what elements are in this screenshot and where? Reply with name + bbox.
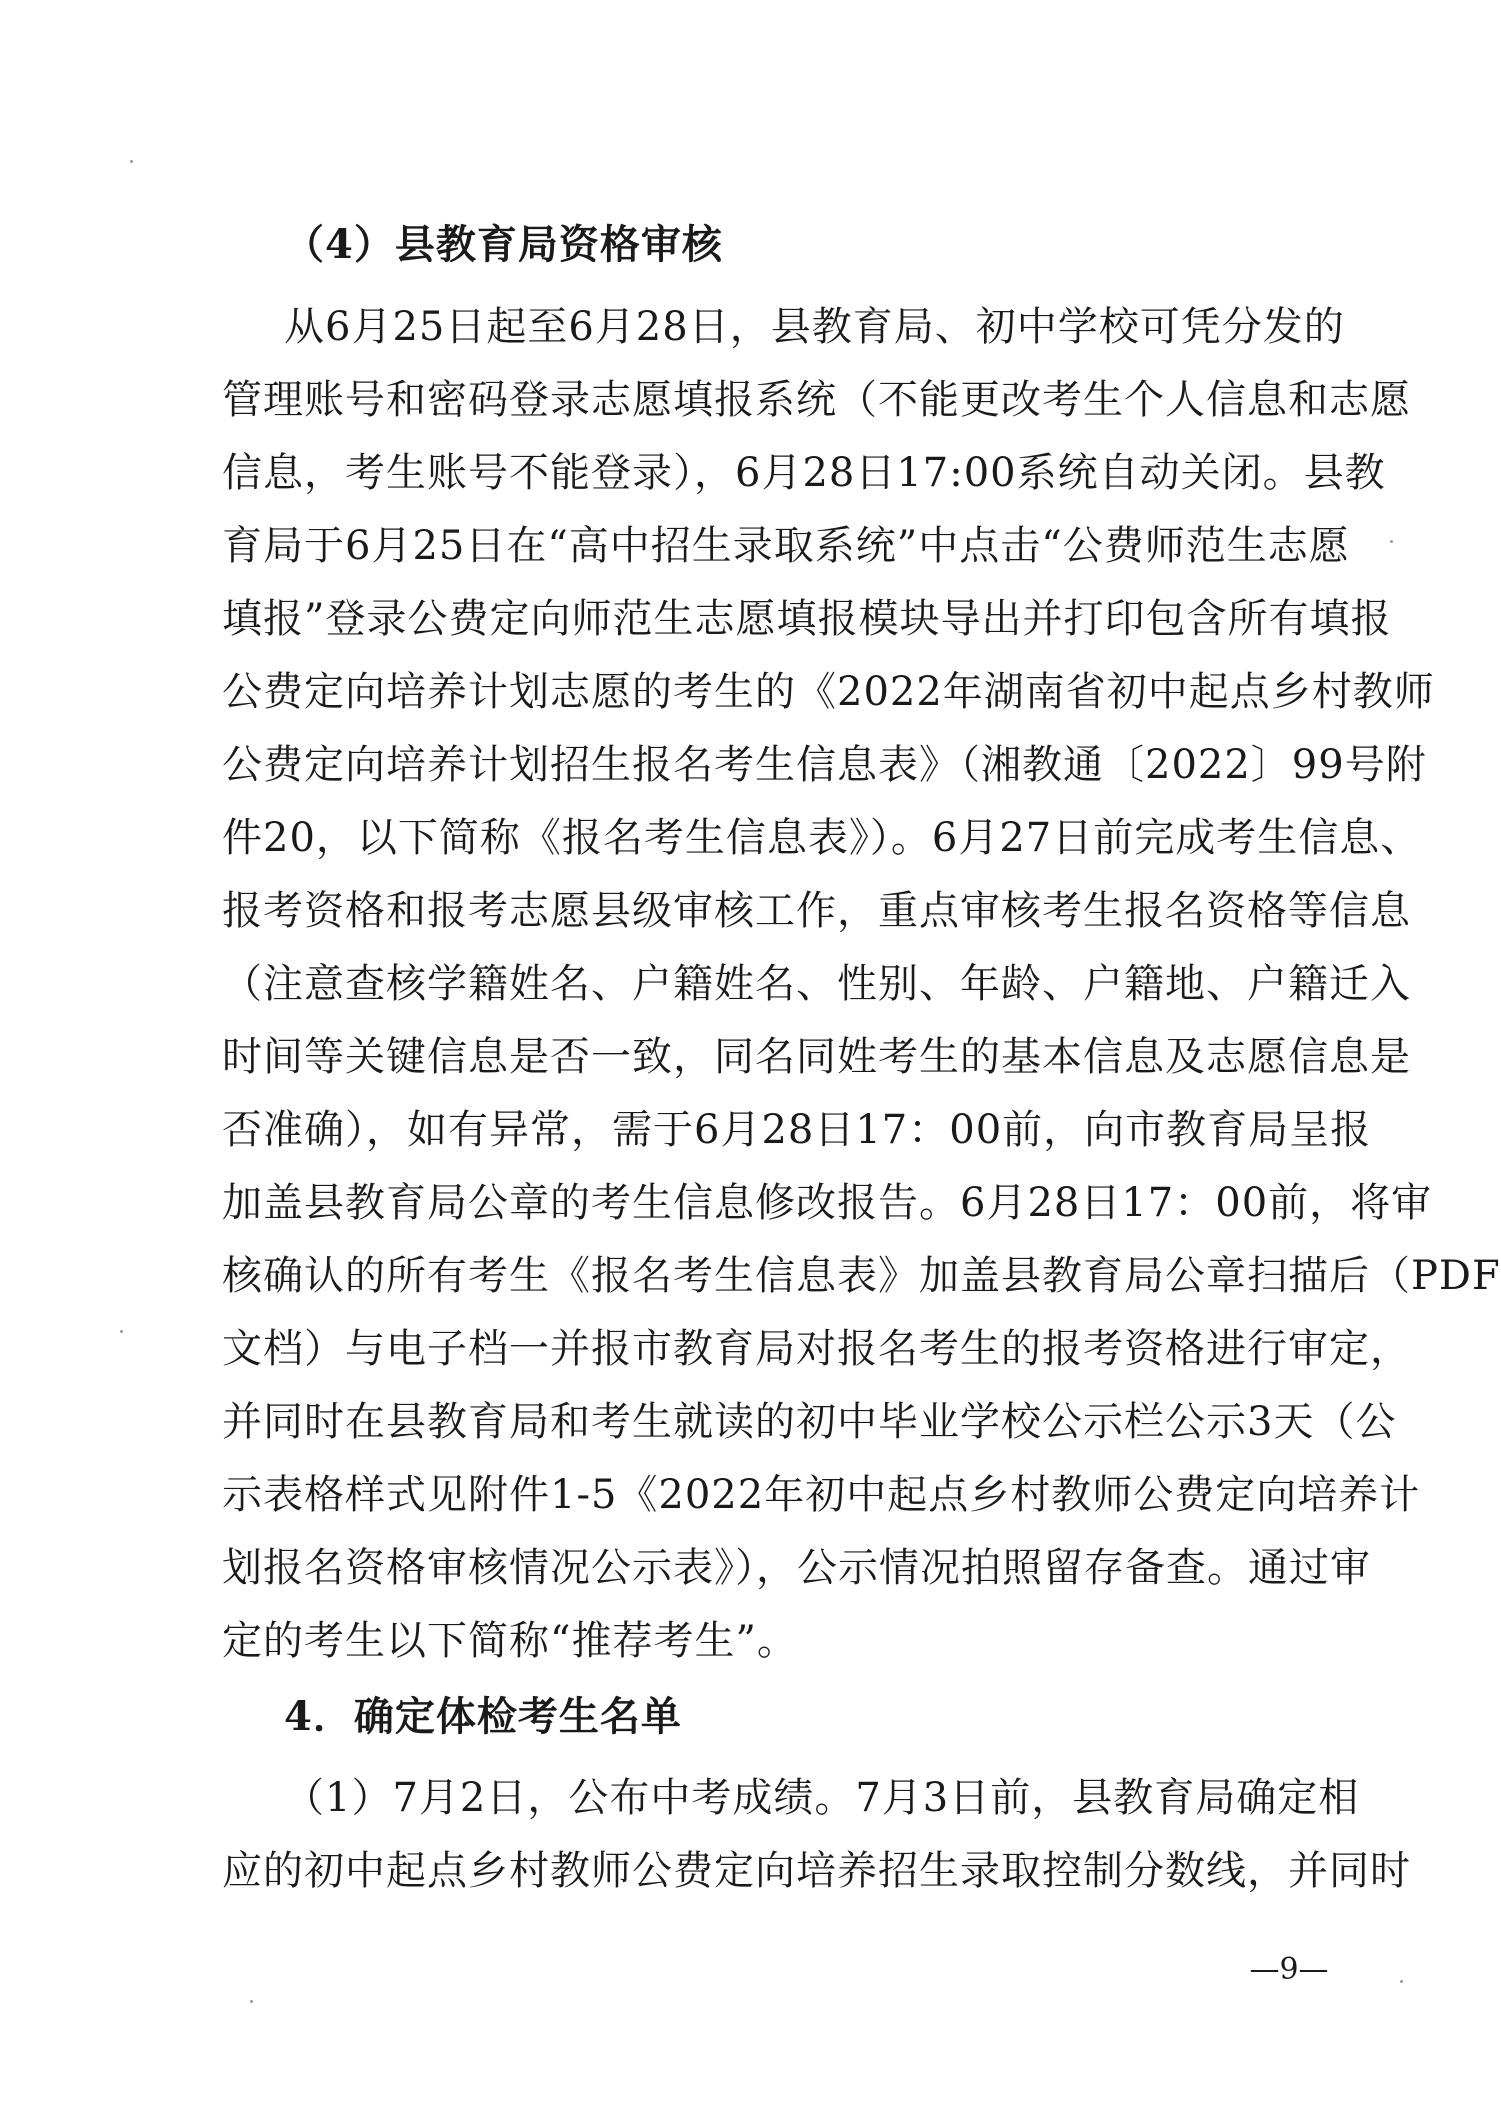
paragraph-line: 公费定向培养计划招生报名考生信息表》（湘教通〔2022〕99号附 (222, 742, 1427, 788)
paragraph-line: 否准确），如有异常，需于6月28日17：00前，向市教育局呈报 (222, 1107, 1372, 1153)
paragraph-line: 填报”登录公费定向师范生志愿填报模块导出并打印包含所有填报 (222, 596, 1392, 642)
paragraph-line: 划报名资格审核情况公示表》），公示情况拍照留存备查。通过审 (222, 1545, 1371, 1591)
scan-speck (1400, 1980, 1403, 1983)
scan-speck (120, 1330, 123, 1333)
scan-speck (1390, 540, 1393, 543)
paragraph-line: 定的考生以下简称“推荐考生”。 (222, 1618, 798, 1664)
paragraph-line: 加盖县教育局公章的考生信息修改报告。6月28日17：00前，将审 (222, 1180, 1433, 1226)
paragraph-line: 从6月25日起至6月28日，县教育局、初中学校可凭分发的 (284, 304, 1345, 350)
paragraph-line: 管理账号和密码登录志愿填报系统（不能更改考生个人信息和志愿 (222, 377, 1411, 423)
scan-speck (250, 2000, 253, 2003)
paragraph-line: 公费定向培养计划志愿的考生的《2022年湖南省初中起点乡村教师 (222, 669, 1435, 715)
section-heading: （4）县教育局资格审核 (284, 221, 723, 268)
subsection-heading: 4．确定体检考生名单 (284, 1693, 682, 1740)
paragraph-line: 并同时在县教育局和考生就读的初中毕业学校公示栏公示3天（公 (222, 1399, 1397, 1445)
paragraph-line: （1）7月2日，公布中考成绩。7月3日前，县教育局确定相 (284, 1775, 1360, 1821)
scan-speck (130, 160, 133, 163)
paragraph-line: 文档）与电子档一并报市教育局对报名考生的报考资格进行审定， (222, 1326, 1411, 1372)
paragraph-line: 报考资格和报考志愿县级审核工作，重点审核考生报名资格等信息 (222, 888, 1411, 934)
paragraph-line: 示表格样式见附件1-5《2022年初中起点乡村教师公费定向培养计 (222, 1472, 1421, 1518)
paragraph-line: （注意查核学籍姓名、户籍姓名、性别、年龄、户籍地、户籍迁入 (222, 961, 1411, 1007)
paragraph-line: 应的初中起点乡村教师公费定向培养招生录取控制分数线，并同时 (222, 1848, 1411, 1894)
paragraph-line: 件20，以下简称《报名考生信息表》）。6月27日前完成考生信息、 (222, 815, 1422, 861)
page-number: —9— (1249, 1952, 1329, 1987)
paragraph-line: 信息，考生账号不能登录），6月28日17:00系统自动关闭。县教 (222, 450, 1386, 496)
paragraph-line: 时间等关键信息是否一致，同名同姓考生的基本信息及志愿信息是 (222, 1034, 1411, 1080)
paragraph-line: 育局于6月25日在“高中招生录取系统”中点击“公费师范生志愿 (222, 523, 1350, 569)
paragraph-line: 核确认的所有考生《报名考生信息表》加盖县教育局公章扫描后（PDF (222, 1253, 1501, 1299)
